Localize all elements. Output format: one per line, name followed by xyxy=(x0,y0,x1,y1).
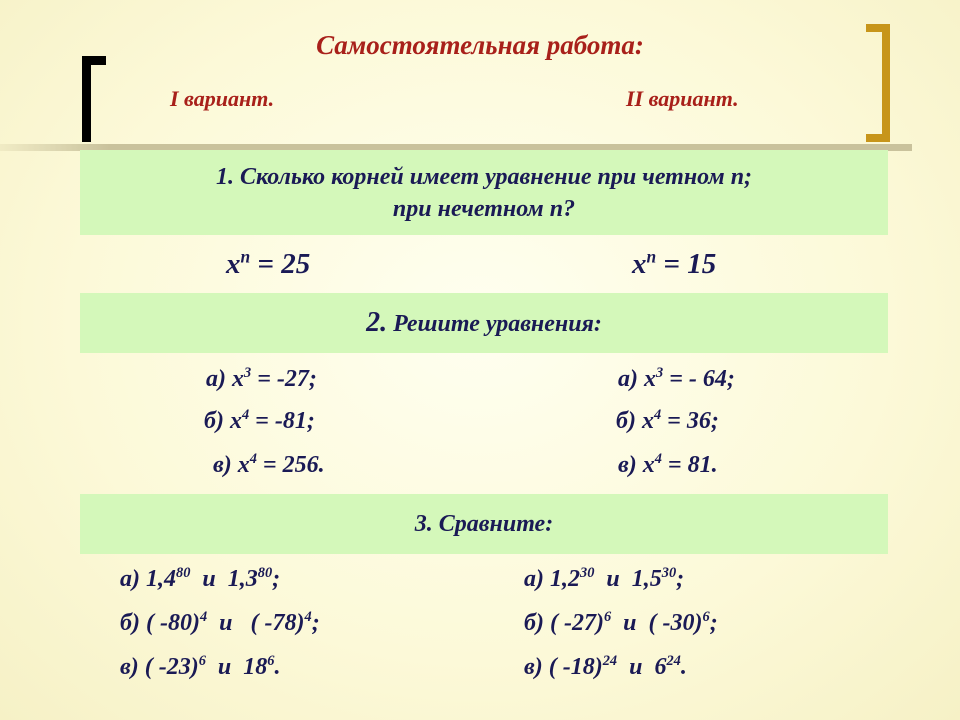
variant-2-label: II вариант. xyxy=(626,86,739,111)
task-2-v2-b: б) $x^4 = 36$; xyxy=(616,407,719,434)
right-bracket-decoration xyxy=(866,24,890,142)
task-2-v1-a: а) $x^3 = -27$; xyxy=(206,365,317,392)
task-3-v2-c: в) ( -18)$^{24}$ и $6^{24}$. xyxy=(524,653,687,680)
task-1-question-line2: при нечетном n? xyxy=(392,195,576,222)
task-1-equation-v2: $x^n = 15$ xyxy=(632,246,717,280)
task-3-v1-b: б) ( -80)$^4$ и ( -78)$^4$; xyxy=(120,609,320,636)
task-2-v2-a: а) $x^3$ = - 64; xyxy=(618,365,735,392)
task-3-v1-a: а) $1,4^{80}$ и $1,3^{80}$; xyxy=(120,565,281,592)
task-3-band xyxy=(80,494,888,554)
task-3-v2-a: а) $1,2^{30}$ и $1,5^{30}$; xyxy=(524,565,685,592)
task-2-v1-b: б) $x^4 = -81$; xyxy=(204,407,315,434)
task-3-v2-b: б) ( -27)$^6$ и ( -30)$^6$; xyxy=(524,609,718,636)
variant-1-label: I вариант. xyxy=(170,86,275,111)
task-2-band xyxy=(80,293,888,353)
task-3-v1-c: в) ( -23)$^6$ и $18^6$. xyxy=(120,653,281,680)
left-bracket-decoration xyxy=(82,56,106,142)
task-3-heading: 3. Сравните: xyxy=(414,510,554,537)
task-1-question-line1: 1. Сколько корней имеет уравнение при четном n; xyxy=(215,163,753,190)
task-2-v1-c: в) $x^4 = 256$. xyxy=(213,451,325,478)
task-2-v2-c: в) $x^4 = 81$. xyxy=(618,451,718,478)
task-1-equation-v1: $x^n = 25$ xyxy=(226,246,311,280)
page-title: Самостоятельная работа: xyxy=(316,30,644,60)
task-2-heading: 2. Решите уравнения: xyxy=(366,307,602,338)
task-1-band xyxy=(80,150,888,235)
